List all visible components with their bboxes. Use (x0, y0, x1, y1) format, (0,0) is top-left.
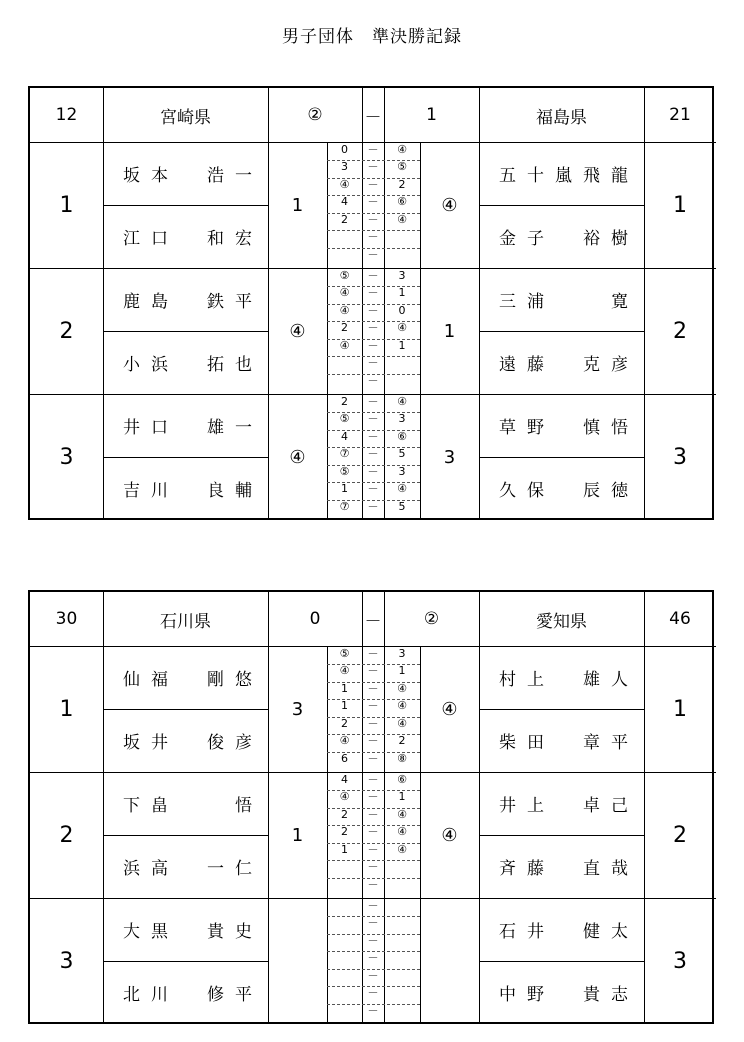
game-score-right (384, 249, 420, 261)
game-score-separator: － (367, 230, 379, 244)
right-player-name: 斉藤 直哉 (499, 859, 639, 879)
game-score-left: 0 (341, 143, 348, 156)
game-score-left: ⑦ (339, 499, 350, 513)
game-score-left: 2 (341, 212, 348, 226)
left-games-won: 1 (291, 194, 304, 216)
left-seed-number: 30 (55, 609, 78, 629)
left-games-won: ④ (289, 320, 306, 342)
game-score-left (327, 375, 362, 387)
game-score-left: 4 (341, 773, 348, 786)
game-score-separator: － (367, 303, 379, 317)
right-games-won: 3 (443, 446, 456, 468)
game-score-separator: － (367, 877, 379, 891)
game-score-right (384, 970, 420, 982)
game-score-separator: － (367, 464, 379, 478)
right-team-name: 福島県 (536, 107, 587, 128)
game-score-separator: － (367, 247, 379, 261)
left-team-name: 宮崎県 (160, 107, 211, 128)
game-score-left: ④ (339, 734, 350, 748)
game-score-right (384, 861, 420, 873)
game-score-left (327, 231, 362, 243)
name-divider (103, 961, 268, 962)
game-score-left: 2 (341, 321, 348, 335)
left-bout-number: 2 (59, 822, 74, 848)
game-score-separator: － (367, 212, 379, 226)
game-score-right: ④ (397, 842, 407, 856)
game-score-separator: － (367, 482, 379, 496)
game-score-left: ④ (339, 303, 350, 317)
right-player-name: 遠藤 克彦 (499, 355, 639, 375)
game-score-right: 1 (398, 790, 406, 804)
game-score-separator: － (367, 499, 379, 513)
game-score-left: 2 (341, 716, 348, 730)
game-score-right: 2 (398, 177, 406, 191)
game-score-separator: － (367, 916, 379, 930)
right-player-name: 石井 健太 (499, 922, 639, 942)
match-table (28, 86, 714, 520)
left-player-name: 坂井 俊彦 (123, 733, 263, 753)
right-player-name: 柴田 章平 (499, 733, 639, 753)
game-score-separator: － (367, 356, 379, 370)
left-games-won (268, 898, 327, 1024)
page-title: 男子団体 準決勝記録 (282, 27, 462, 47)
game-score-separator: － (367, 790, 379, 804)
game-score-separator: － (367, 395, 379, 408)
game-score-left (327, 987, 362, 999)
name-divider (479, 835, 644, 836)
game-score-separator: － (367, 951, 379, 965)
name-divider (479, 961, 644, 962)
game-score-separator: － (367, 933, 379, 947)
right-player-name: 中野 貴志 (499, 985, 639, 1005)
right-player-name: 三浦 寛 (499, 292, 639, 312)
game-score-separator: － (367, 373, 379, 387)
right-player-name: 五十嵐飛龍 (499, 166, 639, 186)
game-score-separator: － (367, 177, 379, 191)
game-score-right: 1 (398, 338, 406, 352)
game-score-left (327, 879, 362, 891)
game-score-left: 1 (341, 482, 348, 496)
left-bout-number: 3 (59, 948, 74, 974)
right-player-name: 村上 雄人 (499, 670, 639, 690)
game-score-left (327, 952, 362, 964)
left-player-name: 江口 和宏 (123, 229, 263, 249)
left-bout-number: 1 (59, 192, 74, 218)
left-bout-number: 1 (59, 696, 74, 722)
right-bout-number: 1 (673, 192, 687, 218)
game-score-right: 3 (398, 647, 406, 660)
left-team-score: ② (307, 105, 323, 125)
game-score-separator: － (367, 860, 379, 874)
name-divider (103, 709, 268, 710)
game-score-left: ⑤ (339, 464, 350, 478)
right-bout-number: 3 (673, 948, 687, 974)
game-score-separator: － (367, 1003, 379, 1017)
game-score-right (384, 1005, 420, 1017)
game-score-left: 3 (341, 160, 348, 174)
game-score-left: 1 (341, 842, 348, 856)
game-score-separator: － (367, 286, 379, 300)
game-score-separator: － (367, 447, 379, 461)
right-games-won (420, 898, 479, 1024)
right-seed-number: 21 (669, 105, 691, 125)
left-bout-number: 2 (59, 318, 74, 344)
left-player-name: 鹿島 鉄平 (123, 292, 263, 312)
left-bout-number: 3 (59, 444, 74, 470)
game-score-right: ④ (397, 395, 407, 408)
game-score-right (384, 987, 420, 999)
game-score-right: ④ (397, 716, 407, 730)
right-bout-number: 1 (673, 696, 687, 722)
left-player-name: 北川 修平 (123, 985, 263, 1005)
game-score-left: 2 (341, 395, 348, 408)
game-score-right: ⑥ (397, 195, 407, 209)
game-score-right: ④ (397, 681, 407, 695)
game-score-right: ④ (397, 321, 407, 335)
right-games-won: ④ (441, 194, 458, 216)
game-score-left: 2 (341, 825, 348, 839)
left-seed-number: 12 (55, 105, 78, 125)
game-score-right: 1 (398, 664, 406, 678)
game-score-right: ④ (397, 699, 407, 713)
game-score-separator: － (367, 664, 379, 678)
right-games-won: ④ (441, 698, 458, 720)
game-score-left: ④ (339, 790, 350, 804)
left-team-score: 0 (309, 609, 321, 629)
left-player-name: 坂本 浩一 (123, 166, 263, 186)
game-score-separator: － (367, 143, 379, 156)
game-score-left (327, 357, 362, 369)
game-score-left: 1 (341, 681, 348, 695)
game-score-separator: － (367, 734, 379, 748)
game-score-right: ⑥ (397, 429, 407, 443)
right-games-won: 1 (443, 320, 456, 342)
game-score-right: ⑤ (397, 160, 407, 174)
game-score-separator: － (367, 429, 379, 443)
name-divider (103, 835, 268, 836)
game-score-left (327, 970, 362, 982)
right-bout-number: 2 (673, 822, 687, 848)
game-score-right (384, 357, 420, 369)
game-score-separator: － (367, 986, 379, 1000)
game-score-right: 3 (398, 269, 406, 282)
game-score-separator: － (367, 647, 379, 660)
right-seed-number: 46 (669, 609, 691, 629)
game-score-separator: － (367, 773, 379, 786)
game-score-right: ④ (397, 212, 407, 226)
right-player-name: 金子 裕樹 (499, 229, 639, 249)
left-player-name: 下畠 悟 (123, 796, 263, 816)
game-score-left (327, 935, 362, 947)
game-score-right: 2 (398, 734, 406, 748)
game-score-separator: － (367, 681, 379, 695)
game-score-separator: － (367, 195, 379, 209)
left-player-name: 仙福 剛悠 (123, 670, 263, 690)
game-score-left: ⑤ (339, 647, 350, 660)
game-score-separator: － (367, 412, 379, 426)
game-score-separator: － (367, 699, 379, 713)
name-divider (479, 457, 644, 458)
right-bout-number: 2 (673, 318, 687, 344)
game-score-right: 5 (398, 447, 406, 461)
game-score-right: ④ (397, 482, 407, 496)
game-score-separator: － (367, 899, 379, 912)
left-games-won: 3 (291, 698, 304, 720)
game-score-right: ⑥ (397, 773, 407, 786)
game-score-separator: － (367, 968, 379, 982)
game-score-left: ⑤ (339, 269, 350, 282)
match-table (28, 590, 714, 1024)
left-player-name: 吉川 良輔 (123, 481, 263, 501)
game-score-right (384, 900, 420, 912)
game-score-right: ④ (397, 143, 407, 156)
right-team-score: 1 (426, 105, 437, 125)
right-player-name: 井上 卓己 (499, 796, 639, 816)
game-score-right: 0 (398, 303, 406, 317)
game-score-left (327, 1005, 362, 1017)
game-score-right (384, 879, 420, 891)
left-player-name: 井口 雄一 (123, 418, 263, 438)
game-score-right (384, 231, 420, 243)
game-score-left: ④ (339, 286, 350, 300)
game-score-right: 3 (398, 464, 406, 478)
game-score-left (327, 249, 362, 261)
game-score-left: 4 (341, 195, 348, 209)
left-player-name: 大黒 貴史 (123, 922, 263, 942)
game-score-left (327, 900, 362, 912)
right-player-name: 草野 慎悟 (499, 418, 639, 438)
left-games-won: 1 (291, 824, 304, 846)
game-score-right (384, 375, 420, 387)
game-score-left: ④ (339, 177, 350, 191)
name-divider (479, 331, 644, 332)
game-score-left (327, 861, 362, 873)
game-score-left: 4 (341, 429, 348, 443)
game-score-left: ⑦ (339, 447, 350, 461)
game-score-right: ⑧ (397, 751, 407, 765)
game-score-separator: － (367, 807, 379, 821)
right-team-score: ② (423, 609, 440, 629)
right-bout-number: 3 (673, 444, 687, 470)
game-score-right: 1 (398, 286, 406, 300)
name-divider (103, 457, 268, 458)
game-score-separator: － (367, 751, 379, 765)
name-divider (103, 205, 268, 206)
game-score-right (384, 952, 420, 964)
left-player-name: 浜高 一仁 (123, 859, 263, 879)
score-separator: － (364, 107, 382, 128)
game-score-left: ⑤ (339, 412, 350, 426)
game-score-separator: － (367, 269, 379, 282)
game-score-right: 3 (398, 412, 406, 426)
game-score-left (327, 917, 362, 929)
game-score-separator: － (367, 160, 379, 174)
name-divider (479, 205, 644, 206)
game-score-separator: － (367, 321, 379, 335)
game-score-left: ④ (339, 338, 350, 352)
name-divider (103, 331, 268, 332)
game-score-left: 2 (341, 807, 348, 821)
score-separator: － (364, 611, 382, 632)
game-score-right (384, 935, 420, 947)
right-games-won: ④ (441, 824, 458, 846)
game-score-separator: － (367, 338, 379, 352)
game-score-left: 6 (341, 751, 348, 765)
game-score-separator: － (367, 825, 379, 839)
right-team-name: 愛知県 (536, 611, 587, 632)
game-score-right: 5 (398, 499, 406, 513)
left-games-won: ④ (289, 446, 306, 468)
game-score-right: ④ (397, 825, 407, 839)
game-score-right: ④ (397, 807, 407, 821)
game-score-right (384, 917, 420, 929)
game-score-left: 1 (341, 699, 348, 713)
game-score-left: ④ (339, 664, 350, 678)
left-player-name: 小浜 拓也 (123, 355, 263, 375)
name-divider (479, 709, 644, 710)
game-score-separator: － (367, 842, 379, 856)
left-team-name: 石川県 (160, 611, 211, 632)
right-player-name: 久保 辰徳 (499, 481, 639, 501)
game-score-separator: － (367, 716, 379, 730)
